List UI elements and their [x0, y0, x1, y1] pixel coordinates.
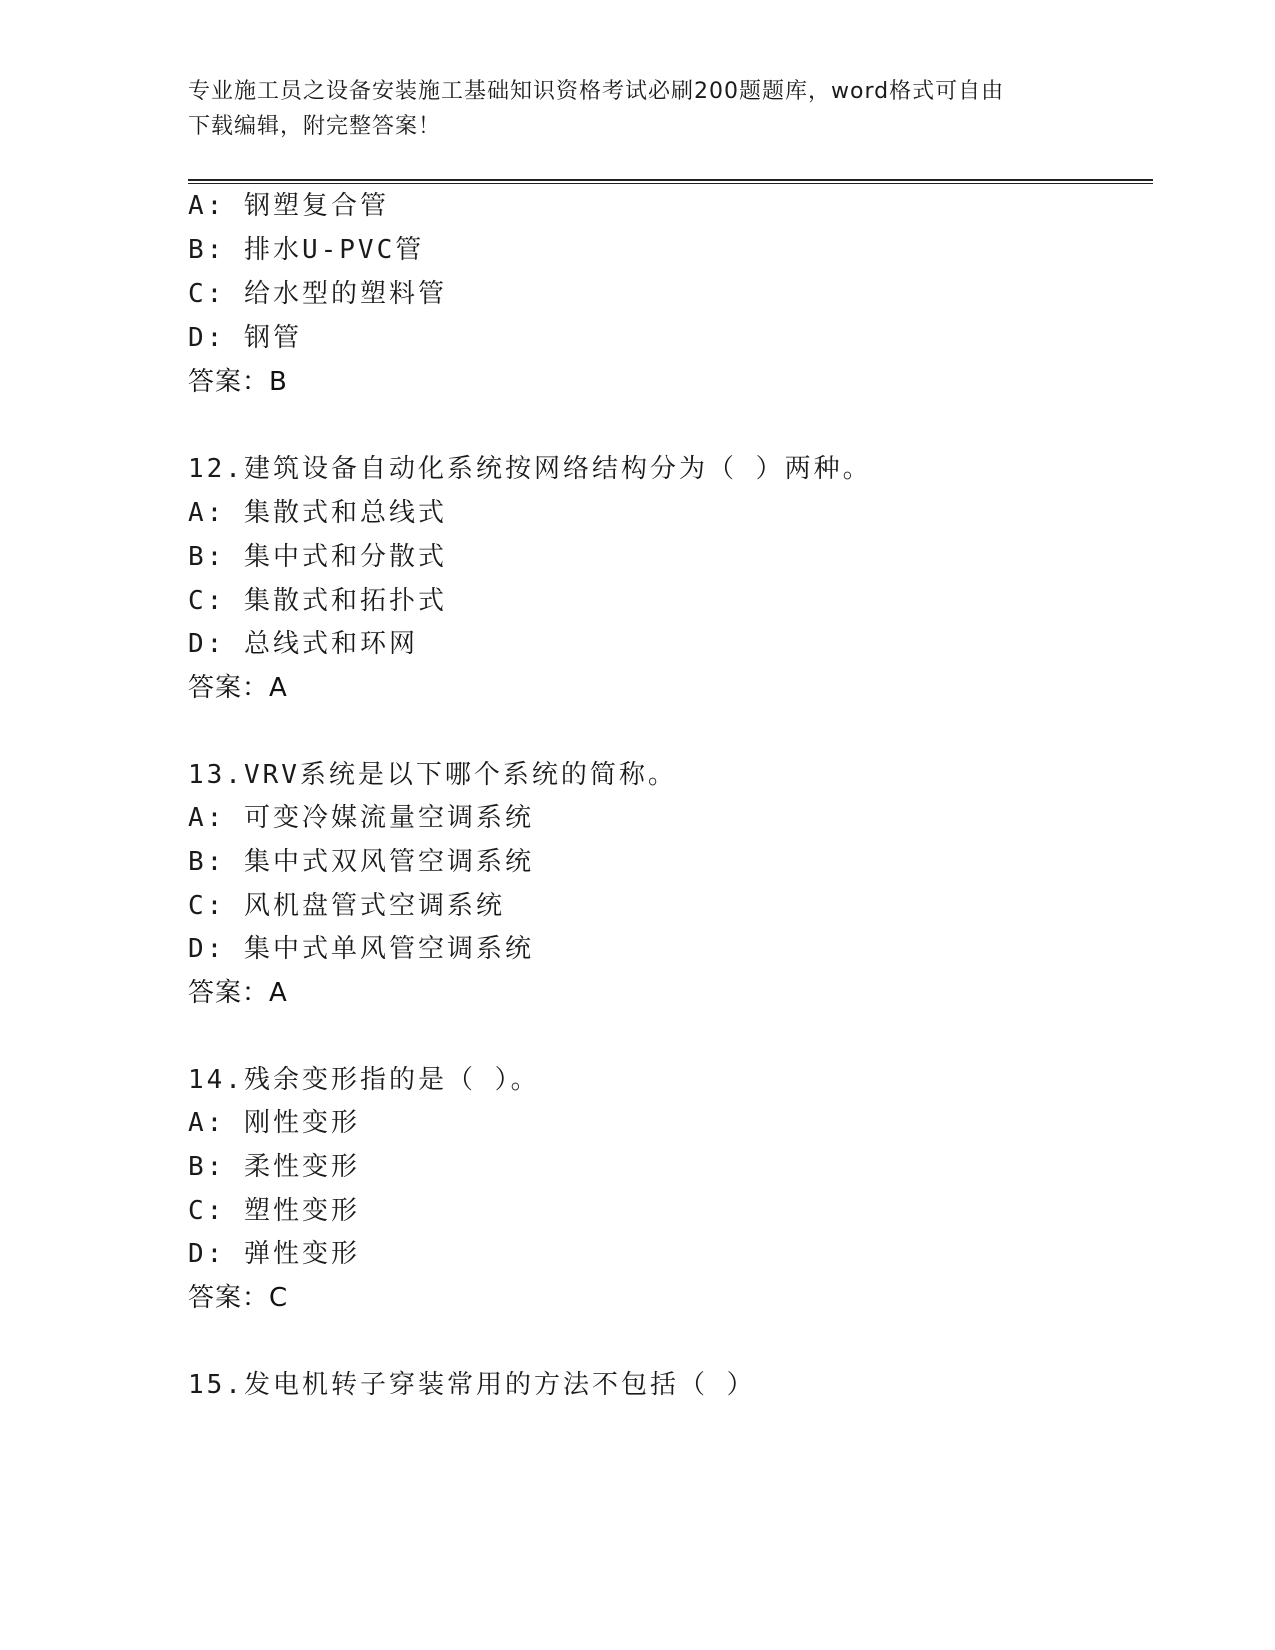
q14-answer: 答案：C — [188, 1283, 289, 1313]
q14-option-a: A: 刚性变形 — [188, 1108, 360, 1138]
q12-option-d: D: 总线式和环网 — [188, 629, 418, 659]
q13-option-a: A: 可变冷媒流量空调系统 — [188, 803, 534, 833]
header-title-line-1: 专业施工员之设备安装施工基础知识资格考试必刷200题题库，word格式可自由 — [188, 79, 1005, 104]
document-header — [188, 74, 1068, 144]
q12-option-b: B: 集中式和分散式 — [188, 542, 447, 572]
header-title-line-2: 下载编辑，附完整答案！ — [188, 114, 442, 139]
q14-option-b: B: 柔性变形 — [188, 1152, 360, 1182]
q11-option-b: B: 排水U-PVC管 — [188, 235, 425, 265]
header-divider — [188, 179, 1153, 184]
q11-answer: 答案：B — [188, 367, 288, 397]
q14-option-c: C: 塑性变形 — [188, 1196, 360, 1226]
q13-option-d: D: 集中式单风管空调系统 — [188, 934, 534, 964]
q11-option-d: D: 钢管 — [188, 323, 302, 353]
q12-question: 12.建筑设备自动化系统按网络结构分为（ ）两种。 — [188, 454, 872, 484]
q13-answer: 答案：A — [188, 978, 288, 1008]
q11-option-a: A: 钢塑复合管 — [188, 191, 389, 221]
q12-option-a: A: 集散式和总线式 — [188, 498, 447, 528]
q12-answer: 答案：A — [188, 673, 288, 703]
q14-question: 14.残余变形指的是（ ）。 — [188, 1065, 540, 1095]
q13-question: 13.VRV系统是以下哪个系统的简称。 — [188, 760, 677, 790]
q13-option-b: B: 集中式双风管空调系统 — [188, 847, 534, 877]
q12-option-c: C: 集散式和拓扑式 — [188, 586, 447, 616]
q13-option-c: C: 风机盘管式空调系统 — [188, 891, 505, 921]
q15-question: 15.发电机转子穿装常用的方法不包括（ ） — [188, 1370, 756, 1400]
q11-option-c: C: 给水型的塑料管 — [188, 279, 447, 309]
q14-option-d: D: 弹性变形 — [188, 1239, 360, 1269]
